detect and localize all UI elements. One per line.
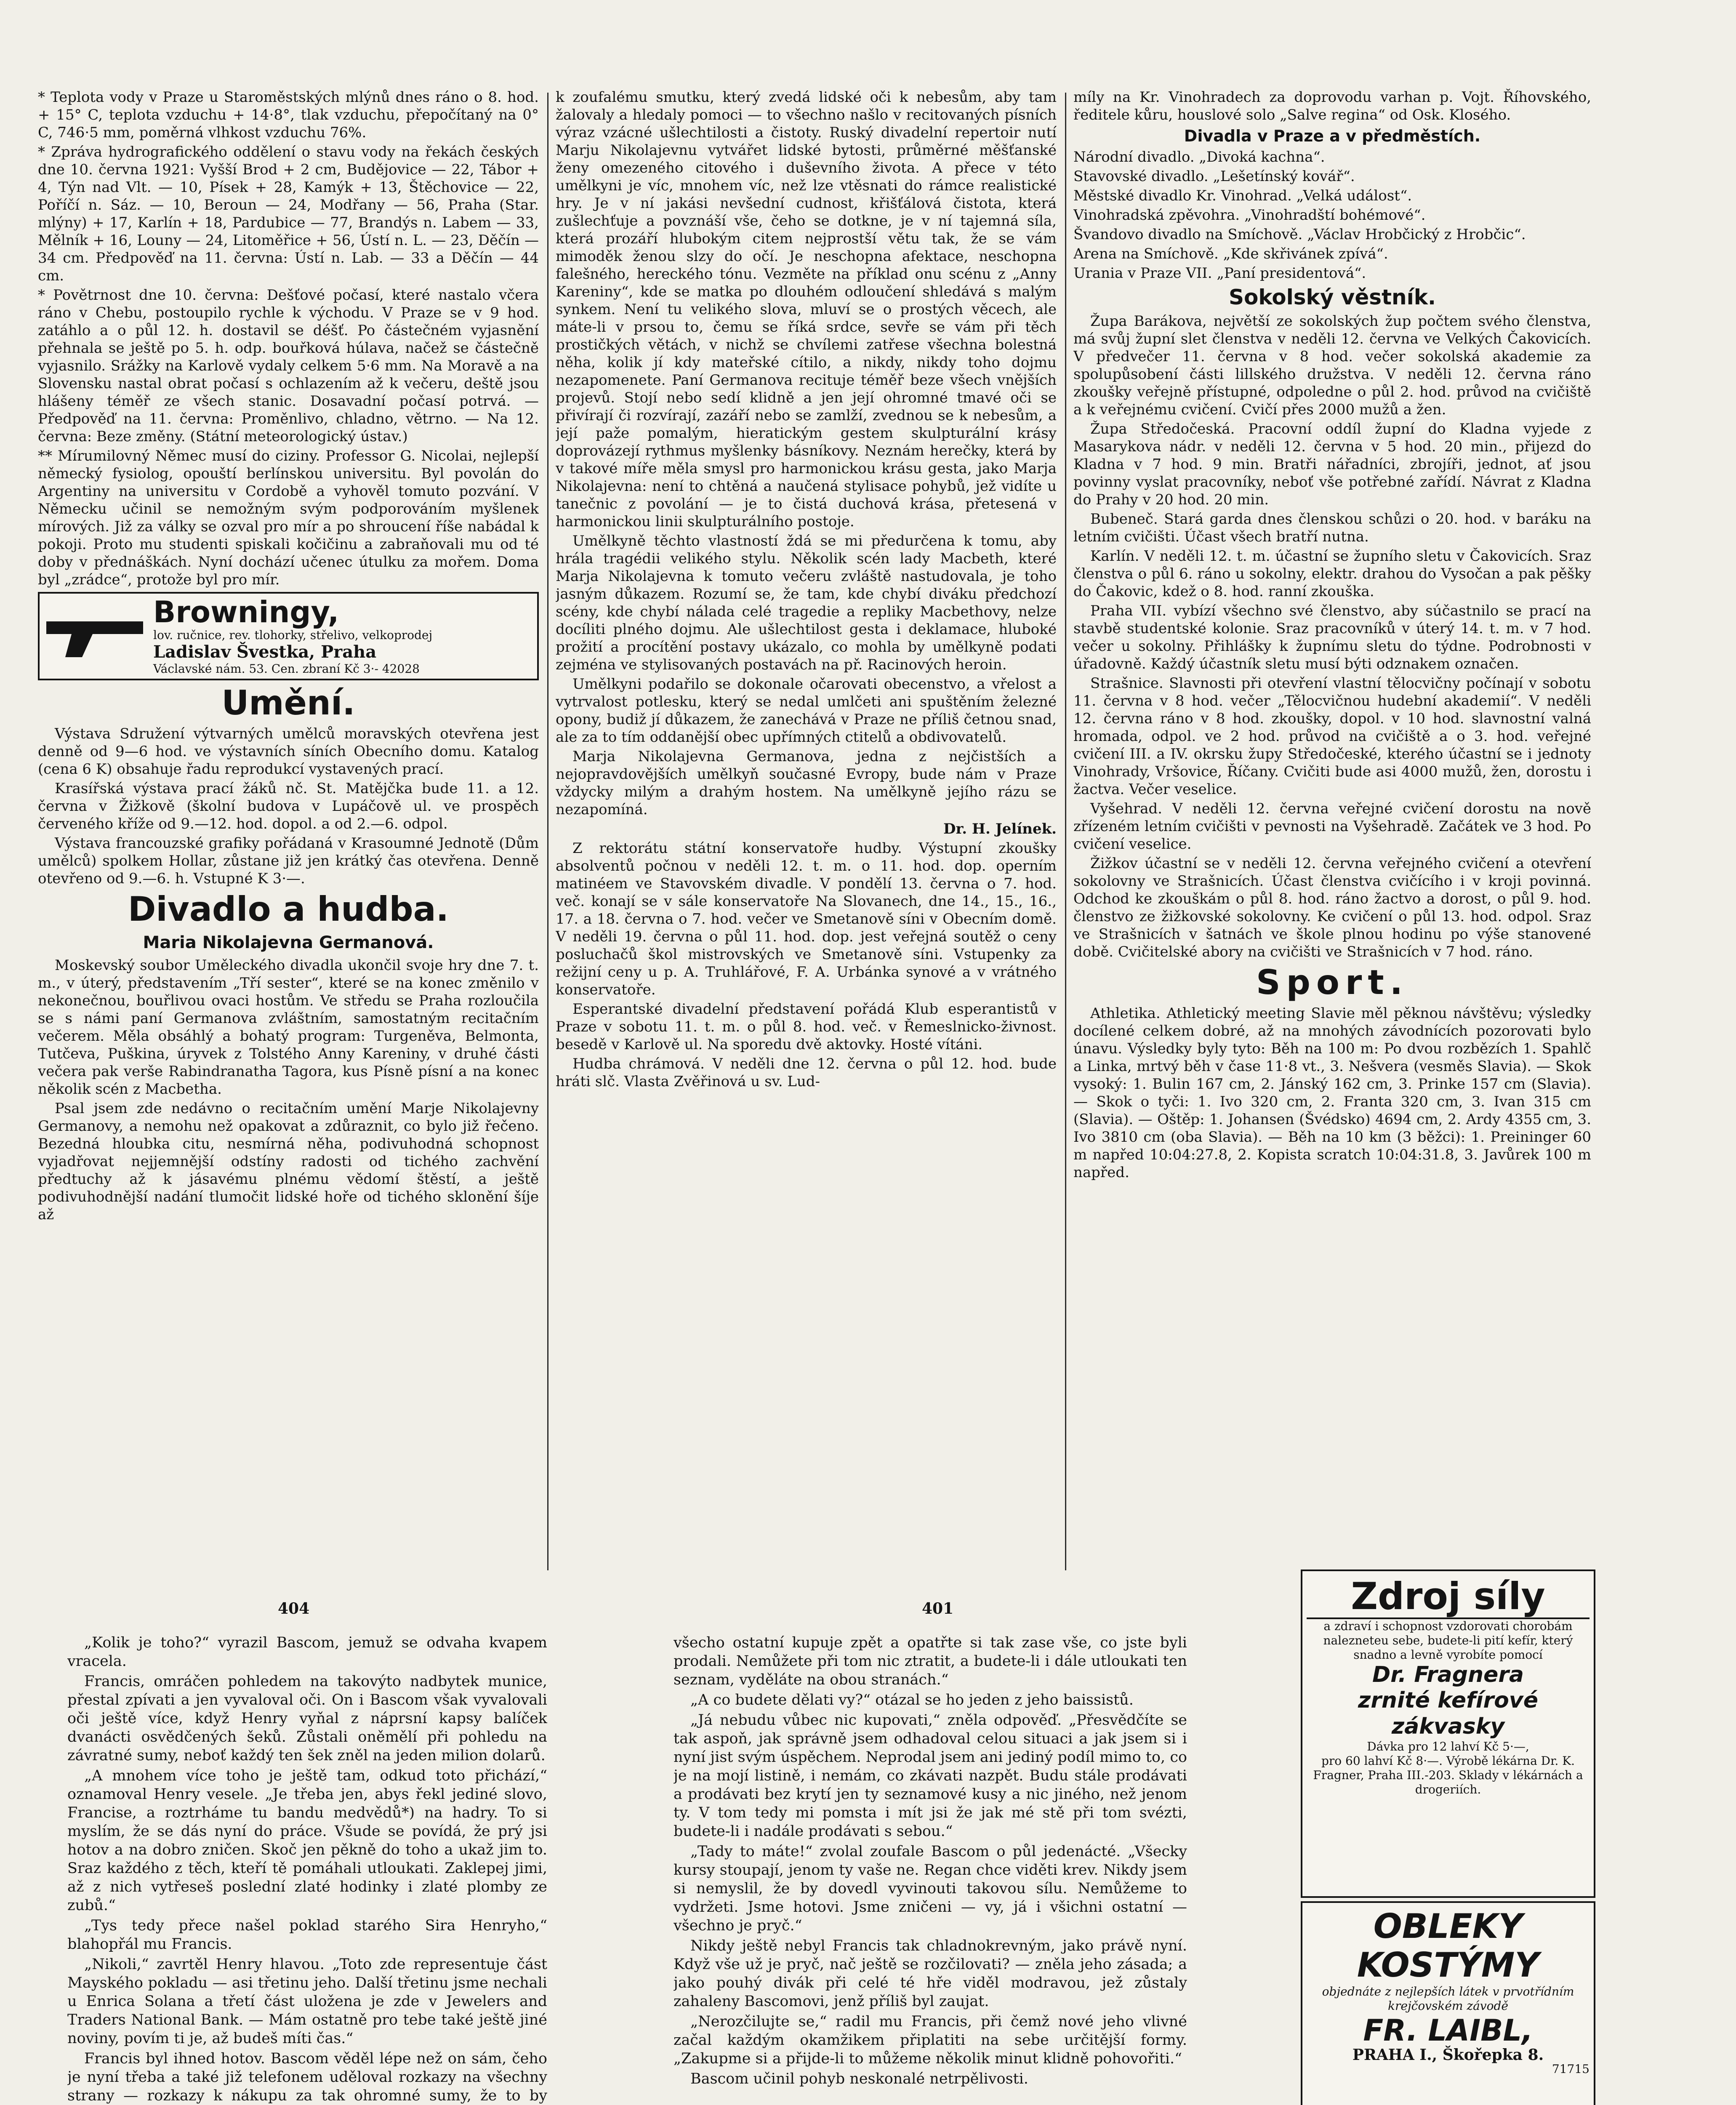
sokol-6: Strašnice. Slavnosti při otevření vlastní tělocvičny počínají v sobotu 11. června v 8 hod. večer „Tělocvičnou hudební akademií“. V neděli 12. června ráno v 8 hod. zkoušky, dopol. v 10 hod. slavnostní valná hromada, odpol. ve 2 hod. průvod na cvičiště a o 3. hod. veřejné cvičení III. a IV. okrsku župy Středočeské, kterého účastní se i jednoty Vinohrady, Vršovice, Říčany. Cvičiti bude asi 4000 mužů, žen, dorostu i žactva. Večer veselice. (1073, 675, 1591, 798)
article-author: Dr. H. Jelínek. (943, 821, 1057, 837)
obleky-number: 71715 (1552, 2062, 1590, 2076)
theatre-4: Vinohradská zpěvohra. „Vinohradští bohémové“. (1073, 207, 1426, 224)
umeni-item-3: Výstava francouzské grafiky pořádaná v Krasoumné Jednotě (Dům umělců) spolkem Hollar, zůstane již jen krátký čas otevřena. Denně otevřeno od 9.—6. h. Vstupné K 3·—. (38, 835, 539, 887)
column-2 (556, 88, 1057, 1575)
story-left-2: Francis, omráčen pohledem na takovýto nadbytek munice, přestal zpívati a jen vyvaloval oči. On i Bascom však vyvalovali oči ještě více, když Henry vyňal z náprsní kapsy balíček dvanácti osvědčených šeků. Zůstali oněmělí při pohledu na závratné sumy, neboť každý ten šek zněl na jeden milion dolarů. (67, 1673, 547, 1764)
story-right-3: „Já nebudu vůbec nic kupovati,“ zněla odpověď. „Přesvědčíte se tak aspoň, jak správně jsem odhadoval celou situaci a jak jsem si i nyní jist svým úspěchem. Neprodal jsem ani jediný podíl mimo to, co je na mojí listině, i nemám, co zkávati nazpět. Budu stále prodávati a prodávati bez krytí jen ty seznamové kusy a nic jiného, než jenom ty. V tom tedy mi pomsta i mít jsi že jak mé stě při tom svézti, budete-li i nadále prodávati s sebou.“ (674, 1712, 1187, 1840)
page-number-right: 401 (922, 1600, 954, 1617)
story-right-5: Nikdy ještě nebyl Francis tak chladnokrevným, jako právě nyní. Když vše už je pryč, nač ještě se rozčilovati? — zněla jeho zásada; a jako pouhý divák při celé té hře viděl modravou, jež zůstaly zahaleny Bascomovi, jenž příliš byl zaujat. (674, 1937, 1187, 2010)
obleky-firm: FR. LAIBL, (1363, 2013, 1533, 2048)
article-continuation: k zoufalému smutku, který zvedá lidské oči k nebesům, aby tam žalovaly a hledaly pomoci — to všechno našlo v recitovaných písních výraz vzácné ušlechtilosti a čistoty. Ruský divadelní repertoir nutí Marju Nikolajevnu vytvářet lidské bytosti, průměrné měšťanské ženy omezeného citového i duševního života. A přece v této umělkyni je víc, mnohem víc, než lze vtěsnati do rámce realistické hry. Je v ní jakási nevšední cudnost, křišťálová čistota, která zušlechťuje a povznáší vše, čeho se dotkne, je v ní tajemná síla, která prozáří hlubokým citem nejprostší větu tak, že se vám mimoděk ženou slzy do očí. Je neschopna afektace, neschopna falešného, hereckého tónu. Vezměte na příklad onu scénu z „Anny Kareniny“, kde se matka po dlouhém odloučení shledává s malým synkem. Není tu velikého slova, mluví se o prostých věcech, ale máte-li v prsou to, čemu se říká srdce, sevře se vám při těch prostičkých větách, v nichž se chvílemi zatřese všechna bolestná něha, kolik jí kdy mateřské cítilo, a nikdy, nikdy toho dojmu nezapomenete. Paní Germanova recituje téměř beze všech vnějších projevů. Stojí nebo sedí klidně a jen její ohromné tmavé oči se přivírají či rozvírají, zazáří nebo se zamlží, zvednou se k nebesům, a její paže pomalým, hieratickým gestem skulpturální krásy doprovázejí rythmus myšlenky básníkovy. Neznám herečky, která by v takové míře měla smysl pro harmonickou krásu gesta, jako Marja Nikolajevna: není to chtěná a naučená stylisace pohybů, jež vidíte u tanečnic z povolání — je to čistá duchová krása, přetesená v harmonickou linii skulpturálního postoje. (556, 89, 1057, 530)
sokol-4: Karlín. V neděli 12. t. m. účastní se župního sletu v Čakovicích. Sraz členstva o půl 6. ráno u sokolny, elektr. drahou do Vysočan a pak pěšky do Čakovic, kdež o 8. hod. ranní zkouška. (1073, 548, 1591, 600)
article-para-5: Marja Nikolajevna Germanova, jedna z nejčistších a nejopravdovějších umělkyň současné Evropy, bude nám v Praze vždycky milým a drahým hostem. Na umělkyně jejího rázu se nezapomíná. (556, 748, 1057, 818)
pistol-icon (42, 613, 147, 659)
zdroj-title: Zdroj síly (1307, 1575, 1590, 1619)
browning-advert (38, 592, 539, 680)
story-right-1: všecho ostatní kupuje zpět a opatřte si tak zase vše, co jste byli prodali. Nemůžete při tom nic ztratit, a budete-li i dále utloukati ten seznam, vyděláte na obou stranách.“ (674, 1634, 1187, 1688)
theatre-2: Stavovské divadlo. „Lešetínský kovář“. (1073, 168, 1355, 185)
story-left-1: „Kolik je toho?“ vyrazil Bascom, jemuž se odvaha kvapem vracela. (67, 1634, 547, 1670)
nicolai-note: ** Mírumilovný Němec musí do ciziny. Professor G. Nicolai, nejlepší německý fysiolog, opouští berlínskou universitu. Byl povolán do Argentiny na universitu v Cordobě a vyhověl tomuto pozvání. V Německu učinil se nemožným svým podporováním myšlenek mírových. Již za války se ozval pro mír a po shroucení říše nabádal k pokoji. Proto mu studenti spiskali kočičinu a zabraňovali mu od té doby v přednáškách. Nyní dochází učenec útulku za mořem. Doma byl „zrádce“, protože byl pro mír. (38, 448, 539, 588)
story-right-6: „Nerozčilujte se,“ radil mu Francis, při čemž nové jeho vlivné začal každým okamžikem připlatiti na sebe určitější formy. „Zakupme si a přijde-li to můžeme několik minut klidně pohovořiti.“ (674, 2013, 1187, 2067)
obleky-word: OBLEKY (1373, 1907, 1523, 1946)
story-left-5: „Nikoli,“ zavrtěl Henry hlavou. „Toto zde representuje část Mayského pokladu — asi třetinu jeho. Další třetinu jsme nechali u Enrica Solana a třetí část uložena je zde v Jewelers and Traders National Bank. — Mám ostatně pro tebe také ještě jiné noviny, povím ti je, až budeš míti čas.“ (67, 1956, 547, 2047)
kostymy-word: KOSTÝMY (1357, 1945, 1539, 1985)
zdroj-sily-advert (1301, 1569, 1595, 1898)
browning-line-2: Ladislav Švestka, Praha (153, 642, 377, 662)
theatre-3: Městské divadlo Kr. Vinohrad. „Velká událost“. (1073, 187, 1412, 204)
umeni-item-1: Výstava Sdružení výtvarných umělců moravských otevřena jest denně od 9—6 hod. ve výstavních síních Obecního domu. Katalog (cena 6 K) obsahuje řadu reprodukcí vystavených prací. (38, 725, 539, 778)
theatre-7: Urania v Praze VII. „Paní presidentová“. (1073, 265, 1366, 282)
zdroj-price: Dávka pro 12 lahví Kč 5·—, (1367, 1740, 1529, 1753)
story-column-right (674, 1633, 1187, 2105)
column-3 (1073, 88, 1591, 1575)
church-music-note: Hudba chrámová. V neděli dne 12. června o půl 12. hod. bude hráti slč. Vlasta Zvěřinová u sv. Lud- (556, 1055, 1057, 1090)
sokol-3: Bubeneč. Stará garda dnes členskou schůzi o 20. hod. v baráku na letním cvičišti. Účast všech bratří nutna. (1073, 511, 1591, 545)
browning-line-1: lov. ručnice, rev. tlohorky, střelivo, velkoprodej (153, 628, 433, 642)
theatre-6: Arena na Smíchově. „Kde skřivánek zpívá“. (1073, 245, 1388, 262)
zdroj-more: pro 60 lahví Kč 8·—. Výrobě lékárna Dr. K. Fragner, Praha III.-203. Sklady v lékárnách a drogeriích. (1313, 1754, 1583, 1796)
story-right-7: Bascom učinil pohyb neskonalé netrpělivosti. (690, 2070, 1028, 2087)
ads-right-column (1301, 1566, 1595, 2105)
article-para-2: Psal jsem zde nedávno o recitačním umění Marje Nikolajevny Germanovy, a nemohu než opakovat a zdůraznit, co bylo již řečeno. Bezedná hloubka citu, nesmírná něha, podivuhodná schopnost vyjadřovat nejjemnější odstíny radosti od tichého zachvění předtuchy až k jásavému plnému vědomí štěstí, a ještě podivuhodnější nadání tlumočit lidské hoře od tichého sklonění šíje až (38, 1100, 539, 1223)
esperanto-note: Esperantské divadelní představení pořádá Klub esperantistů v Praze v sobotu 11. t. m. o půl 8. hod. več. v Řemeslnicko-živnost. besedě v Karlově ul. Na sporedu dvě aktovky. Hosté vítáni. (556, 1001, 1057, 1053)
article-para-3: Umělkyně těchto vlastností ždá se mi předurčena k tomu, aby hrála tragédii velikého stylu. Několik scén lady Macbeth, které Marja Nikolajevna k tomuto večeru zvláště nastudovala, je toho jasným důkazem. Rozumí se, že tam, kde chybí diváku předchozí scény, kde chybí nálada celé tragedie a repliky Macbethovy, nelze docíliti plného dojmu. Ale ušlechtilost gesta i deklamace, hluboké prožití a procítění postavy ukázalo, co mohla by umělkyně podati zejména ve stylisovaných postavách na př. Racinových heroin. (556, 533, 1057, 673)
story-left-3: „A mnohem více toho je ještě tam, odkud toto přichází,“ oznamoval Henry vesele. „Je třeba jen, abys řekl jediné slovo, Francise, a roztrháme tu bandu medvědů*) na hadry. To si myslím, že se dás nyní do práce. Všude se povídá, že prý jsi hotov a na dobro zničen. Skoč jen pěkně do toho a ukaž jim to. Sraz každého z těch, kteří tě pomáhali utloukati. Zaklepej jimi, až z nich vytřeseš poslední zlaté hodinky i zlaté plomby ze zubů.“ (67, 1767, 547, 1914)
sokol-7: Vyšehrad. V neděli 12. června veřejné cvičení dorostu na nově zřízeném letním cvičišti v pevnosti na Vyšehradě. Začátek ve 3 hod. Po cvičení veselice. (1073, 800, 1591, 853)
weather-report: * Povětrnost dne 10. června: Dešťové počasí, které nastalo včera ráno v Chebu, postoupilo rychle k východu. V Praze se v 9 hod. zatáhlo a o půl 12. h. dostavil se déšť. Po částečném vyjasnění přehnala se ještě po 5. h. odp. bouřková húlava, načež se částečně vyjasnilo. Srážky na Karlově vydaly celkem 5·6 mm. Na Moravě a na Slovensku nastal obrat počasí s ochlazením až k večeru, deště jsou hlášeny téměř ze všech stanic. Dosavadní počasí potrvá. — Předpověď na 11. června: Proměnlivo, chladno, větrno. — Na 12. června: Beze změny. (Státní meteorologický ústav.) (38, 287, 539, 445)
story-right-4: „Tady to máte!“ zvolal zoufale Bascom o půl jedenácté. „Všecky kursy stoupají, jenom ty vaše ne. Regan chce viděti krev. Nikdy jsem si nemyslil, že by dovedl vyvinouti takovou sílu. Nemůžeme to vydržeti. Jsme hotovi. Jsme zničeni — vy, já i všichni ostatní — všechno je pryč.“ (674, 1843, 1187, 1934)
sokol-1: Župa Barákova, největší ze sokolských žup počtem svého členstva, má svůj župní slet členstva v neděli 12. června ve Velkých Čakovicích. V předvečer 11. června v 8 hod. večer sokolská akademie za spolupůsobení části lillského družstva. V neděli 12. června ráno zkoušky veřejně přístupné, odpoledne o půl 2. hod. průvod na cvičiště a k veřejnému cvičení. Cvičí přes 2000 mužů a žen. (1073, 313, 1591, 418)
church-music-continuation: míly na Kr. Vinohradech za doprovodu varhan p. Vojt. Říhovského, ředitele kůru, houslové solo „Salve regina“ od Osk. Klosého. (1073, 89, 1591, 123)
sport-heading: Sport. (1256, 963, 1409, 1002)
zdroj-brand: Dr. Fragnera (1372, 1662, 1524, 1687)
theatre-1: Národní divadlo. „Divoká kachna“. (1073, 149, 1325, 165)
article-para-1: Moskevský soubor Uměleckého divadla ukončil svoje hry dne 7. t. m., v úterý, představením „Tří sester“, které se na konec změnilo v nekonečnou, bouřlivou ovaci hostům. Ve středu se Praha rozloučila se s námi paní Germanova zvláštním, samostatným recitačním večerem. Měla obsáhlý a bohatý program: Turgeněva, Belmonta, Tutčeva, Puškina, úryvek z Tolstého Anny Kareniny, v druhé části večera pak verše Rabindranatha Tagora, kus Písně písní a na konec několik scén z Macbetha. (38, 957, 539, 1098)
obleky-line: objednáte z nejlepších látek v prvotřídním krejčovském závodě (1322, 1985, 1574, 2013)
column-divider-2 (1065, 93, 1066, 1570)
column-divider-1 (547, 93, 548, 1570)
column-1 (38, 88, 539, 1575)
story-right-2: „A co budete dělati vy?“ otázal se ho jeden z jeho baissistů. (690, 1692, 1134, 1708)
story-column-left (67, 1633, 547, 2105)
water-temperature-note: * Teplota vody v Praze u Staroměstských mlýnů dnes ráno o 8. hod. + 15° C, teplota vzduchu + 14·8°, tlak vzduchu, přepočítaný na 0° C, 746·5 mm, poměrná vlhkost vzduchu 76%. (38, 89, 539, 141)
obleky-laibl-advert (1301, 1901, 1595, 2105)
sport-1: Athletika. Athletický meeting Slavie měl pěknou návštěvu; výsledky docílené celkem dobré, až na mnohých závodnících pozorovati bylo únavu. Výsledky byly tyto: Běh na 100 m: Po dvou rozbězích 1. Spahlč a Linka, mrtvý běh v čase 11·8 vt., 3. Nešvera (vesměs Slavia). — Skok vysoký: 1. Bulin 167 cm, 2. Jánský 162 cm, 3. Prinke 157 cm (Slavia). — Skok o tyči: 1. Ivo 320 cm, 2. Franta 320 cm, 3. Ivan 315 cm (Slavia). — Oštěp: 1. Johansen (Švédsko) 4694 cm, 2. Ardy 4355 cm, 3. Ivo 3810 cm (oba Slavia). — Běh na 10 km (3 běžci): 1. Preininger 60 m napřed 10:04:27.8, 2. Kopista scratch 10:04:31.8, 3. Javůrek 100 m napřed. (1073, 1005, 1591, 1181)
theatre-5: Švandovo divadlo na Smíchově. „Václav Hrobčický z Hrobčic“. (1073, 226, 1526, 243)
umeni-heading: Umění. (221, 683, 355, 722)
story-left-4: „Tys tedy přece našel poklad starého Sira Henryho,“ blahopřál mu Francis. (67, 1917, 547, 1953)
conservatory-note: Z rektorátu státní konservatoře hudby. Výstupní zkoušky absolventů počnou v neděli 12. t. m. o 11. hod. dop. operním matinéem ve Stavovském divadle. V pondělí 13. června o 7. hod. več. konají se v sále konservatoře Na Slovanech, dne 14., 15., 16., 17. a 18. června o 7. hod. večer ve Smetanově síni v Obecním domě. V neděli 19. června o půl 11. hod. dop. jest veřejná soutěž o ceny posluchačů škol mistrovských ve Smetanově síni. Vstupenky za režijní ceny u p. A. Truhlářové, F. A. Urbánka synové a v vrátného konservatoře. (556, 840, 1057, 998)
sokol-5: Praha VII. vybízí všechno své členstvo, aby súčastnilo se prací na stavbě studentské kolonie. Sraz pracovníků v úterý 14. t. m. v 7 hod. večer u sokolny. Přihlášky k župnímu sletu do týdne. Podrobnosti v úřadovně. Každý účastník sletu musí býti odznakem označen. (1073, 602, 1591, 672)
zdroj-product: zrnité kefírové zákvasky (1358, 1688, 1538, 1739)
article-title: Maria Nikolajevna Germanová. (143, 933, 434, 952)
umeni-item-2: Krasířská výstava prací žáků nč. St. Matějčka bude 11. a 12. června v Žižkově (školní budova v Lupáčově ul. ve prospěch červeného kříže od 9.—12. hod. dopol. a od 2.—6. odpol. (38, 780, 539, 832)
divadlo-heading: Divadlo a hudba. (128, 890, 449, 929)
browning-line-3: Václavské nám. 53. Cen. zbraní Kč 3·- 42028 (153, 662, 420, 676)
sokol-2: Župa Středočeská. Pracovní oddíl župní do Kladna vyjede z Masarykova nádr. v neděli 12. června v 5 hod. 20 min., přijezd do Kladna v 7 hod. 9 min. Bratři nářadníci, zbrojíři, jednot, ať jsou povinny vyslat pracovníky, neboť vše potřebné zařídí. Návrat z Kladna do Prahy v 20 hod. 20 min. (1073, 421, 1591, 508)
sokol-heading: Sokolský věstník. (1229, 285, 1436, 309)
page-number-left: 404 (278, 1600, 310, 1617)
article-para-4: Umělkyni podařilo se dokonale očarovati obecenstvo, a vřelost a vytrvalost potlesku, který se nedal umlčeti ani spuštěním železné opony, budiž jí důkazem, že zanechává v Praze ne příliš četnou snad, ale za to tím oddanější obec upřímných ctitelů a obdivovatelů. (556, 676, 1057, 746)
theatres-heading: Divadla v Praze a v předměstích. (1184, 127, 1481, 145)
hydrographic-report: * Zpráva hydrografického oddělení o stavu vody na řekách českých dne 10. června 1921: Vyšší Brod + 2 cm, Budějovice — 22, Tábor + 4, Týn nad Vlt. — 10, Písek + 28, Kamýk + 13, Štěchovice — 22, Poříčí n. Sáz. — 10, Beroun — 24, Modřany — 56, Praha (Star. mlýny) + 17, Karlín + 18, Pardubice — 77, Brandýs n. Labem — 33, Mělník + 16, Louny — 24, Litoměřice + 56, Ústí n. L. — 23, Děčín — 34 cm. Předpověď na 11. června: Ústí n. Lab. — 33 a Děčín — 44 cm. (38, 144, 539, 284)
zdroj-line-1: a zdraví i schopnost vzdorovati chorobám nalezneteu sebe, budete-li pití kefír, který snadno a levně vyrobíte pomocí (1323, 1619, 1573, 1662)
sokol-8: Žižkov účastní se v neděli 12. června veřejného cvičení a otevření sokolovny ve Strašnicích. Účast členstva cvičícího i v kroji povinná. Odchod ke zkouškám o půl 8. hod. ráno žactvo a dorost, o půl 9. hod. členstvo ze žižkovské sokolovny. Ke cvičení o půl 13. hod. odpol. Sraz ve Strašnicích v šatnách ve škole plnou hodinu po výše stanovené době. Cvičitelské abory na cvičišti ve Strašnicích v 7 hod. ráno. (1073, 855, 1591, 960)
obleky-address: PRAHA I., Škořepka 8. (1352, 2046, 1544, 2064)
browning-word: Browningy, (153, 595, 339, 629)
story-left-6: Francis byl ihned hotov. Bascom věděl lépe než on sám, čeho je nyní třeba a také již telefonem uděloval rozkazy na všechny strany — rozkazy k nákupu za tak ohromné sumy, že to by (67, 2050, 547, 2104)
